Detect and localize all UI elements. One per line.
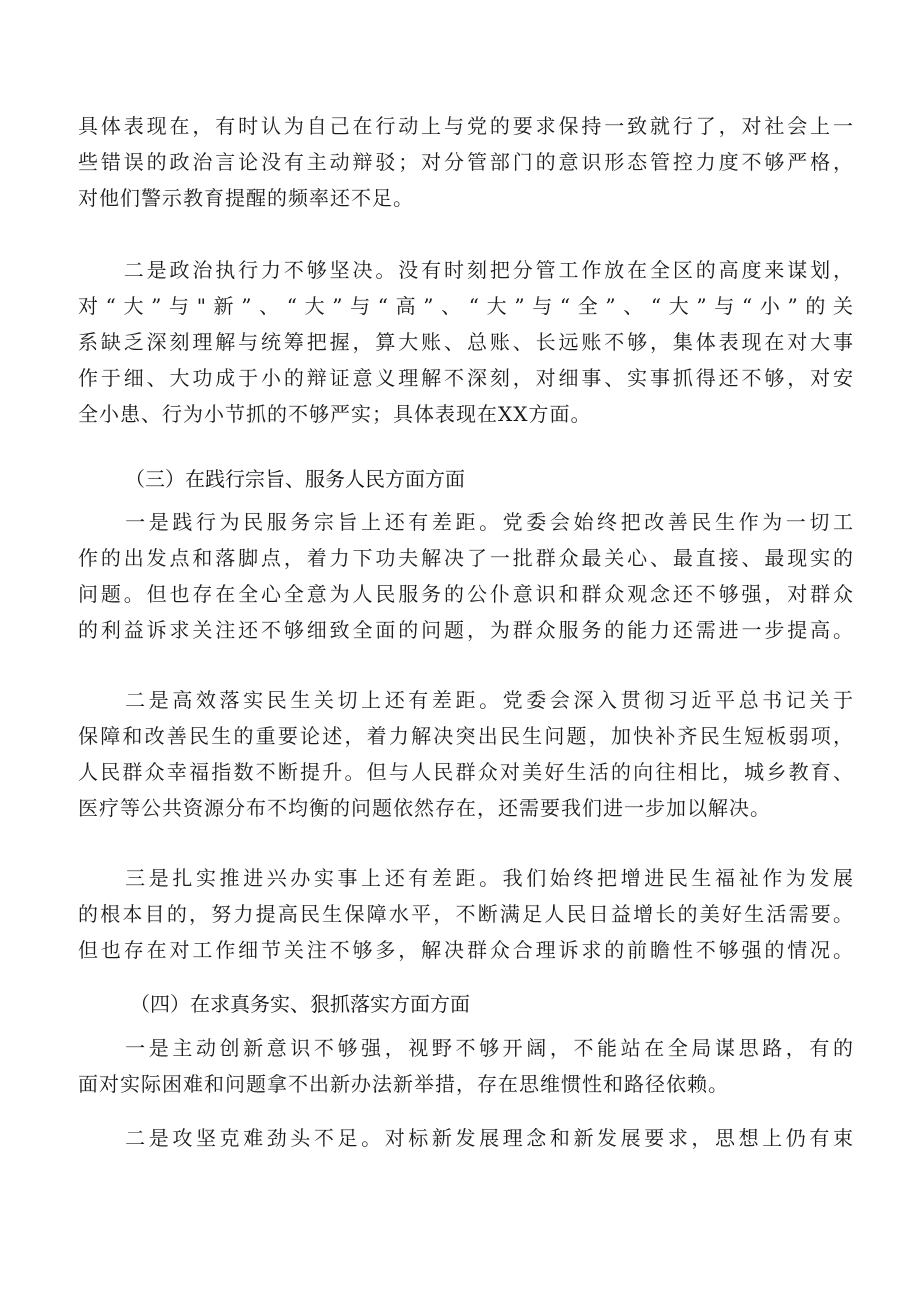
text-line: 一是践行为民服务宗旨上还有差距。党委会始终把改善民生作为一切工 bbox=[78, 510, 854, 534]
text-line: 医疗等公共资源分布不均衡的问题依然存在，还需要我们进一步加以解决。 bbox=[78, 796, 771, 820]
text-line: 的利益诉求关注还不够细致全面的问题，为群众服务的能力还需进一步提高。 bbox=[78, 618, 854, 642]
text-line: 二是攻坚克难劲头不足。对标新发展理念和新发展要求，思想上仍有束 bbox=[78, 1126, 854, 1150]
paragraph-tackle-difficulties bbox=[78, 1120, 854, 1156]
paragraph-serve-people bbox=[78, 504, 854, 648]
text-line: 问题。但也存在全心全意为人民服务的公仆意识和群众观念还不够强，对群众 bbox=[78, 582, 854, 606]
paragraph-practical-matters bbox=[78, 860, 854, 968]
text-line: 对“大”与"新”、“大”与“高”、“大”与“全”、“大”与“小”的关 bbox=[78, 294, 854, 318]
text-line: 些错误的政治言论没有主动辩驳；对分管部门的意识形态管控力度不够严格， bbox=[78, 150, 854, 174]
text-line: 对他们警示教育提醒的频率还不足。 bbox=[78, 186, 414, 210]
text-line: 面对实际困难和问题拿不出新办法新举措，存在思维惯性和路径依赖。 bbox=[78, 1072, 729, 1096]
text-line: 的根本目的，努力提高民生保障水平，不断满足人民日益增长的美好生活需要。 bbox=[78, 902, 854, 926]
paragraph-livelihood-concern bbox=[78, 682, 854, 826]
text-line: 三是扎实推进兴办实事上还有差距。我们始终把增进民生福祉作为发展 bbox=[78, 866, 854, 890]
paragraph-innovation bbox=[78, 1030, 854, 1102]
text-line: 系缺乏深刻理解与统筹把握，算大账、总账、长远账不够，集体表现在对大事 bbox=[78, 330, 854, 354]
section-heading-four: （四）在求真务实、狠抓落实方面方面 bbox=[130, 992, 470, 1016]
text-line: 一是主动创新意识不够强，视野不够开阔，不能站在全局谋思路，有的 bbox=[78, 1036, 854, 1060]
paragraph-political-execution bbox=[78, 252, 854, 432]
section-heading-three: （三）在践行宗旨、服务人民方面方面 bbox=[125, 467, 465, 491]
text-line: 具体表现在，有时认为自己在行动上与党的要求保持一致就行了，对社会上一 bbox=[78, 114, 854, 138]
text-line: 作的出发点和落脚点，着力下功夫解决了一批群众最关心、最直接、最现实的 bbox=[78, 546, 854, 570]
text-line: 但也存在对工作细节关注不够多，解决群众合理诉求的前瞻性不够强的情况。 bbox=[78, 938, 854, 962]
text-line: 保障和改善民生的重要论述，着力解决突出民生问题，加快补齐民生短板弱项， bbox=[78, 724, 854, 748]
text-line: 作于细、大功成于小的辩证意义理解不深刻，对细事、实事抓得还不够，对安 bbox=[78, 366, 854, 390]
text-line: 全小患、行为小节抓的不够严实；具体表现在XX方面。 bbox=[78, 402, 592, 426]
text-line: 人民群众幸福指数不断提升。但与人民群众对美好生活的向往相比，城乡教育、 bbox=[78, 760, 854, 784]
text-line: 二是政治执行力不够坚决。没有时刻把分管工作放在全区的高度来谋划， bbox=[78, 258, 854, 282]
text-line: 二是高效落实民生关切上还有差距。党委会深入贯彻习近平总书记关于 bbox=[78, 688, 854, 712]
paragraph-ideology-detail bbox=[78, 108, 854, 216]
